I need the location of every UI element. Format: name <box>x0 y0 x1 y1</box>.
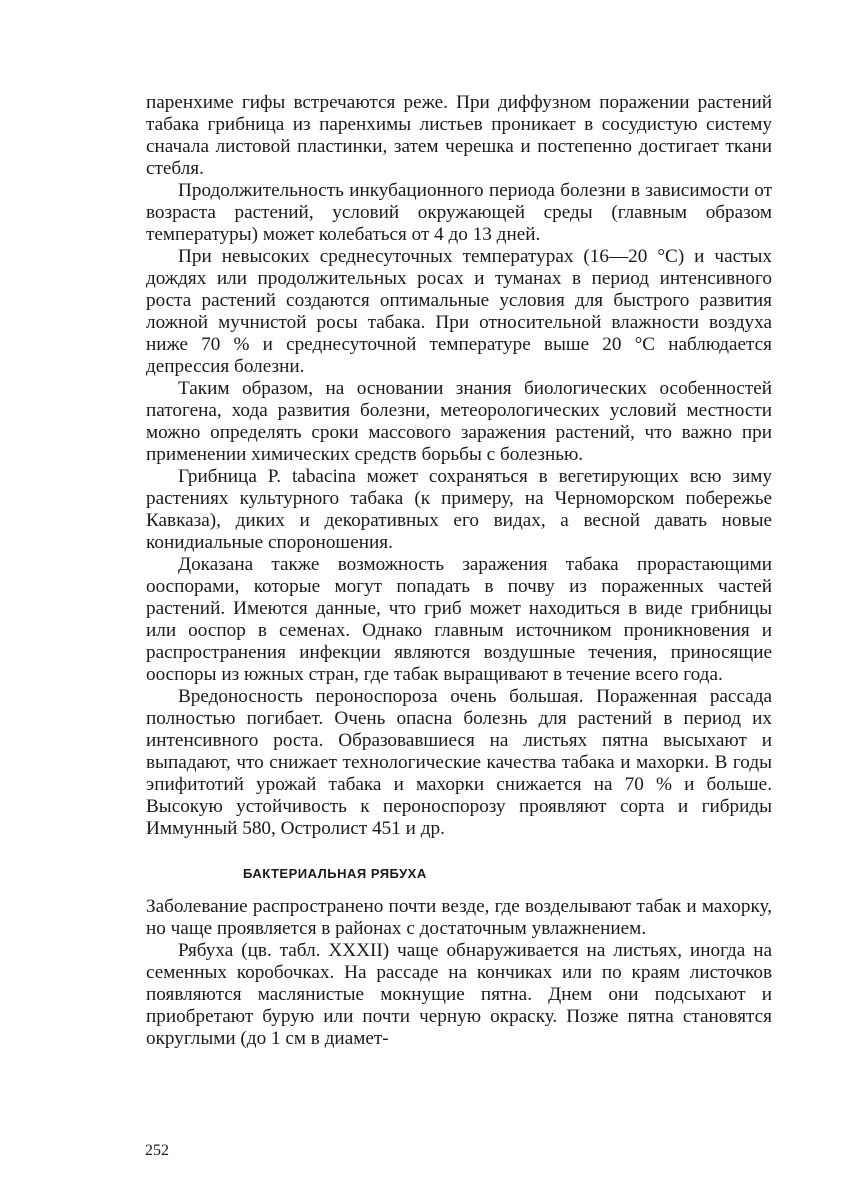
paragraph: Таким образом, на основании знания биологических особенностей патогена, хода развития болезни, метеорологических условий местности можно определять сроки массового заражения растений, что важно при применении химических средств борьбы с болезнью. <box>146 378 772 465</box>
section-heading: БАКТЕРИАЛЬНАЯ РЯБУХА <box>243 866 427 881</box>
paragraph: Вредоносность пероноспороза очень большая. Пораженная рассада полностью погибает. Очень опасна болезнь для растений в период их интенсивного роста. Образовавшиеся на листьях пятна высыхают и выпадают, что снижает технологические качества табака и махорки. В годы эпифитотий урожай табака и махорки снижается на 70 % и больше. Высокую устойчивость к пероноспорозу проявляют сорта и гибриды Иммунный 580, Остролист 451 и др. <box>146 686 772 839</box>
paragraph: Заболевание распространено почти везде, где возделывают табак и махорку, но чаще проявляется в районах с достаточным увлажнением. <box>146 896 772 939</box>
paragraph: Доказана также возможность заражения табака прорастающими ооспорами, которые могут попадать в почву из пораженных частей растений. Имеются данные, что гриб может находиться в виде грибницы или ооспор в семенах. Однако главным источником проникновения и распространения инфекции являются воздушные течения, приносящие ооспоры из южных стран, где табак выращивают в течение всего года. <box>146 554 772 685</box>
paragraph: Грибница P. tabacina может сохраняться в вегетирующих всю зиму растениях культурного табака (к примеру, на Черноморском побережье Кавказа), диких и декоративных его видах, а весной давать новые конидиальные спороношения. <box>146 466 772 553</box>
page-body <box>146 92 772 1050</box>
paragraph: Продолжительность инкубационного периода болезни в зависимости от возраста растений, условий окружающей среды (главным образом температуры) может колебаться от 4 до 13 дней. <box>146 180 772 245</box>
page-number: 252 <box>145 1142 169 1159</box>
paragraph: Рябуха (цв. табл. XXXII) чаще обнаруживается на листьях, иногда на семенных коробочках. На рассаде на кончиках или по краям листочков появляются маслянистые мокнущие пятна. Днем они подсыхают и приобретают бурую или почти черную окраску. Позже пятна становятся округлыми (до 1 см в диамет- <box>146 940 772 1049</box>
paragraph: паренхиме гифы встречаются реже. При диффузном поражении растений табака грибница из паренхимы листьев проникает в сосудистую систему сначала листовой пластинки, затем черешка и постепенно достигает ткани стебля. <box>146 92 772 179</box>
paragraph: При невысоких среднесуточных температурах (16—20 °С) и частых дождях или продолжительных росах и туманах в период интенсивного роста растений создаются оптимальные условия для быстрого развития ложной мучнистой росы табака. При относительной влажности воздуха ниже 70 % и среднесуточной температуре выше 20 °С наблюдается депрессия болезни. <box>146 246 772 377</box>
